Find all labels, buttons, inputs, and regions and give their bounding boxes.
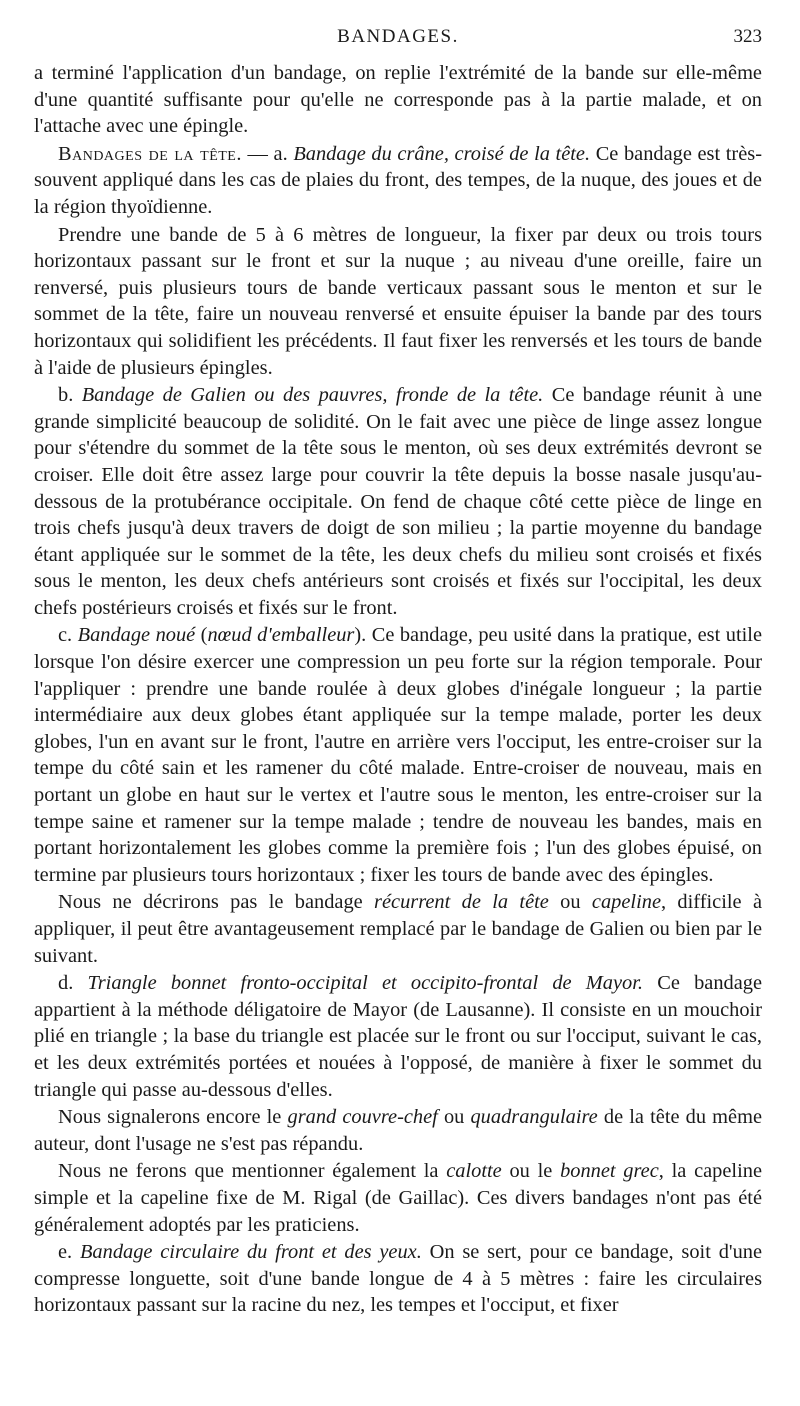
section-heading: Bandages de la tête. <box>58 142 242 165</box>
text-run: Ce bandage réunit à une grande simplicité beaucoup de solidité. On le fait avec une pièce de linge assez longue pour s'étendre du sommet de la tête sous le menton, où ses deux extrémités devront se croiser. Elle doit être assez large pour couvrir la tête depuis la bosse nasale jusqu'au-dessous de la protubérance occipitale. On fend de chaque côté cette pièce de linge en trois chefs jusqu'à deux travers de doigt de son milieu ; la partie moyenne du bandage étant appliquée sur le sommet de la tête, les deux chefs du milieu sont croisés et fixés sous le menton, les deux chefs antérieurs sont croisés et fixés sur l'occipital, les deux chefs postérieurs croisés et fixés sur le front. <box>34 384 763 619</box>
italic-text: grand couvre-chef <box>287 1106 438 1129</box>
text-run: a terminé l'application d'un bandage, on replie l'extrémité de la bande sur elle-même d'une quantité suffisante pour qu'elle ne corresponde pas à la partie malade, et on l'attache avec une épingle. <box>34 62 762 138</box>
text-run: Nous signalerons encore le <box>58 1106 288 1129</box>
running-title: BANDAGES. <box>337 26 459 47</box>
italic-text: nœud d'emballeur <box>207 624 355 647</box>
italic-text: bonnet grec <box>560 1160 659 1183</box>
text-run: Nous ne décrirons pas le bandage <box>58 891 375 914</box>
italic-text: capeline <box>591 891 661 914</box>
paragraph-calotte <box>34 1158 762 1238</box>
paragraph-bandage-noue <box>34 622 762 888</box>
page-header <box>34 26 762 60</box>
text-run: ou <box>437 1106 471 1129</box>
italic-text: calotte <box>446 1160 502 1183</box>
text-run: — a. <box>241 142 294 165</box>
text-run: e. <box>58 1241 80 1264</box>
text-run: d. <box>58 972 88 995</box>
italic-text: Bandage noué <box>77 624 196 647</box>
text-run: de la tête du même auteur, dont l'usage ne s'est pas répandu. <box>34 1106 762 1155</box>
italic-text: Bandage circulaire du front et des yeux. <box>79 1241 422 1264</box>
text-run: , la capeline simple et la capeline fixe de M. Rigal (de Gaillac). Ces divers bandages n'ont pas été généralement adoptés par les praticiens. <box>34 1160 762 1236</box>
italic-text: quadrangulaire <box>470 1106 598 1129</box>
italic-text: Bandage de Galien ou des pauvres, fronde de la tête. <box>81 384 544 407</box>
body-text <box>34 60 762 1319</box>
text-run: ou <box>548 891 592 914</box>
page-number: 323 <box>733 26 762 47</box>
text-run: , difficile à appliquer, il peut être avantageusement remplacé par le bandage de Galien ou bien par le suivant. <box>34 891 762 967</box>
text-run: Ce bandage appartient à la méthode déligatoire de Mayor (de Lausanne). Il consiste en un mouchoir plié en triangle ; la base du triangle est placée sur le front ou sur l'occiput, suivant le cas, et les deux extrémités portées et nouées à l'opposé, de manière à fixer le sommet du triangle qui passe au-dessous d'elles. <box>34 972 763 1101</box>
text-run: ou le <box>501 1160 561 1183</box>
paragraph-bandages-de-la-tete <box>34 141 762 221</box>
paragraph-triangle-mayor <box>34 970 762 1103</box>
paragraph-recurrent <box>34 889 762 969</box>
paragraph-bande-instructions <box>34 222 762 382</box>
text-run: ( <box>195 624 208 647</box>
text-run: Nous ne ferons que mentionner également la <box>58 1160 447 1183</box>
paragraph-bandage-de-galien <box>34 382 762 621</box>
text-run: On se sert, pour ce bandage, soit d'une compresse longuette, soit d'une bande longue de 4 à 5 mètres : faire les circulaires horizontaux passant sur la racine du nez, les tempes et l'occiput, et fixer <box>34 1241 763 1317</box>
italic-text: récurrent de la tête <box>374 891 549 914</box>
italic-text: Triangle bonnet fronto-occipital et occipito-frontal de Mayor. <box>87 972 644 995</box>
text-run: ). Ce bandage, peu usité dans la pratique, est utile lorsque l'on désire exercer une compression un peu forte sur la région temporale. Pour l'appliquer : prendre une bande roulée à deux globes d'inégale longueur ; la partie intermédiaire aux deux globes étant appliquée sur la tempe malade, porter les deux globes, l'un en avant sur le front, l'autre en arrière vers l'occiput, les entre-croiser sur la tempe du côté sain et les ramener du côté malade. Entre-croiser de nouveau, mais en portant un globe en haut sur le vertex et l'autre sous le menton, les entre-croiser sur la tempe saine et ramener sur la tempe malade ; tendre de nouveau les bandes, mais en portant horizontalement les globes comme la première fois ; l'un des globes épuisé, on termine par plusieurs tours horizontaux ; fixer les tours de bande avec des épingles. <box>34 624 762 886</box>
paragraph-closing <box>34 60 762 140</box>
text-run: c. <box>58 624 78 647</box>
paragraph-circulaire-front <box>34 1239 762 1319</box>
paragraph-couvre-chef <box>34 1104 762 1157</box>
italic-text: Bandage du crâne, croisé de la tête. <box>293 142 591 165</box>
text-run: Prendre une bande de 5 à 6 mètres de longueur, la fixer par deux ou trois tours horizontaux passant sur le front et sur la nuque ; au niveau d'une oreille, faire un renversé, puis plusieurs tours de bande verticaux passant sous le menton et sur le sommet de la tête, faire un nouveau renversé et ensuite épuiser la bande par des tours horizontaux qui solidifient les précédents. Il faut fixer les renversés et les tours de bande à l'aide de plusieurs épingles. <box>34 223 762 379</box>
text-run: b. <box>58 384 82 407</box>
text-run: Ce bandage est très-souvent appliqué dans les cas de plaies du front, des tempes, de la nuque, des joues et de la région thyoïdienne. <box>34 142 762 218</box>
